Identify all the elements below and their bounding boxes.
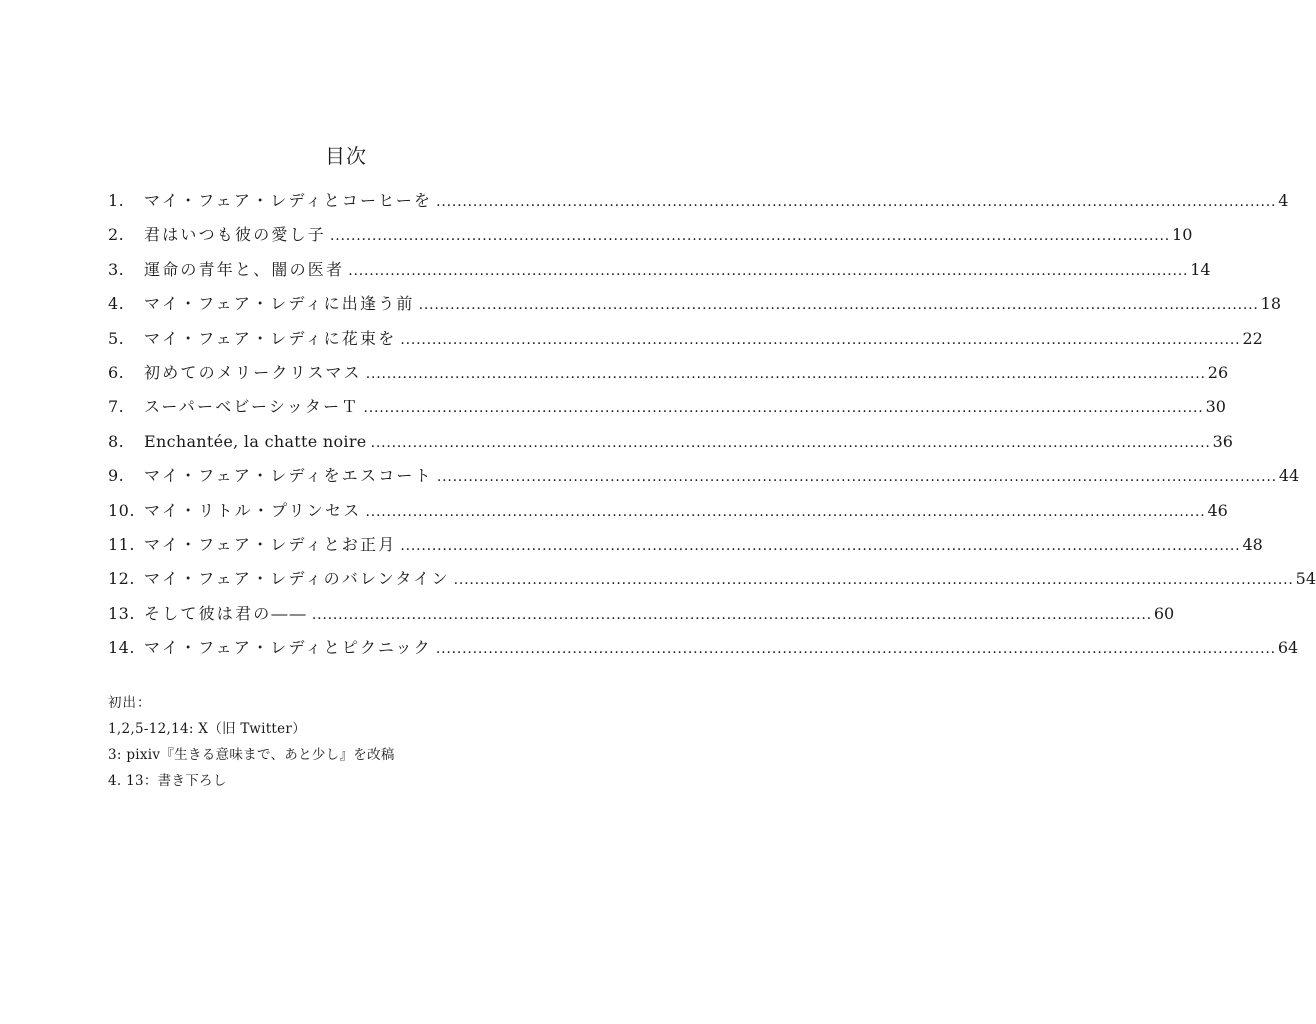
toc-entry-title: Enchantée, la chatte noire (144, 431, 367, 451)
notes-heading: 初出： (108, 695, 152, 711)
toc-entry-page: 22 (1242, 328, 1263, 348)
toc-entry-title: 運命の青年と、闇の医者 (144, 259, 345, 279)
toc-entry-page: 30 (1205, 397, 1226, 417)
toc-entry-title: マイ・フェア・レディとピクニック (144, 638, 432, 658)
toc-entry-title: マイ・フェア・レディとコーヒーを (144, 191, 433, 210)
toc-dot-leader (330, 219, 1170, 253)
toc-entry-title: マイ・リトル・プリンセス (144, 500, 362, 520)
toc-entry (108, 597, 1175, 631)
toc-entry-title: マイ・フェア・レディをエスコート (144, 466, 433, 486)
toc-dot-leader (437, 460, 1277, 494)
toc-entry (108, 218, 1193, 252)
toc-entry-page: 48 (1242, 534, 1263, 554)
notes-line: 3: pixiv『生きる意味まで、あと少し』を改稿 (108, 747, 395, 763)
toc-entry-number: 1. (108, 191, 125, 210)
toc-entry-title: スーパーベビーシッターＴ (144, 397, 360, 417)
toc-entry-title: 初めてのメリークリスマス (144, 362, 362, 382)
toc-entry-number: 12. (108, 569, 135, 589)
toc-dot-leader (436, 632, 1276, 666)
toc-entry (108, 356, 1229, 390)
toc-entry-page: 10 (1172, 225, 1193, 245)
toc-dot-leader (364, 391, 1204, 425)
toc-entry-page: 44 (1278, 466, 1300, 486)
toc-entry (108, 287, 1281, 321)
toc-dot-leader (454, 563, 1294, 597)
toc-entry-number: 10. (108, 500, 135, 520)
toc-entry-page: 4 (1278, 191, 1289, 210)
toc-entry-page: 60 (1153, 603, 1175, 623)
toc-entry (108, 425, 1233, 459)
toc-entry (108, 494, 1228, 528)
toc-entry-title: 君はいつも彼の愛し子 (144, 225, 327, 245)
toc-entry-number: 9. (108, 466, 125, 486)
toc-entry-title: マイ・フェア・レディに出逢う前 (144, 294, 415, 314)
toc-entry-title: マイ・フェア・レディのバレンタイン (144, 569, 450, 589)
toc-dot-leader (419, 288, 1259, 322)
toc-entry-page: 18 (1260, 294, 1281, 314)
toc-entry-page: 26 (1207, 362, 1229, 382)
toc-entry (108, 253, 1211, 287)
toc-entry-number: 7. (108, 397, 125, 417)
toc-dot-leader (312, 598, 1152, 632)
toc-dot-leader (348, 254, 1188, 288)
toc-dot-leader (400, 529, 1240, 563)
toc-entry-title: そして彼は君の―― (144, 603, 308, 623)
toc-dot-leader (436, 185, 1276, 219)
notes-line: 1,2,5-12,14: X（旧 Twitter） (108, 721, 306, 737)
first-publication-notes (108, 690, 395, 794)
toc-dot-leader (371, 426, 1211, 460)
toc-entry-page: 54 (1295, 569, 1316, 589)
toc-entry (108, 631, 1299, 665)
toc-dot-leader (366, 357, 1206, 391)
toc-entry-number: 3. (108, 259, 125, 279)
toc-entry-page: 36 (1212, 431, 1233, 451)
toc-entry-title: マイ・フェア・レディに花束を (144, 328, 397, 348)
toc-entry (108, 184, 1289, 218)
toc-entry-number: 8. (108, 431, 125, 451)
toc-dot-leader (400, 323, 1240, 357)
toc-entry-page: 64 (1277, 638, 1299, 658)
toc-entry-number: 2. (108, 225, 125, 245)
toc-entry-page: 46 (1207, 500, 1228, 520)
toc-title: 目次 (325, 144, 367, 168)
toc-entry (108, 459, 1300, 493)
toc-dot-leader (365, 495, 1205, 529)
toc-entry-number: 14. (108, 638, 135, 658)
toc-entry (108, 322, 1263, 356)
toc-entry (108, 390, 1226, 424)
toc-entry (108, 562, 1316, 596)
toc-entry-number: 11. (108, 534, 135, 554)
toc-entry-number: 4. (108, 294, 125, 314)
toc-list (108, 184, 1316, 665)
toc-entry-page: 14 (1190, 259, 1211, 279)
toc-entry-title: マイ・フェア・レディとお正月 (144, 534, 397, 554)
toc-entry-number: 5. (108, 328, 125, 348)
notes-line: 4. 13：書き下ろし (108, 773, 227, 789)
toc-entry (108, 528, 1263, 562)
toc-entry-number: 6. (108, 362, 125, 382)
toc-entry-number: 13. (108, 603, 135, 623)
